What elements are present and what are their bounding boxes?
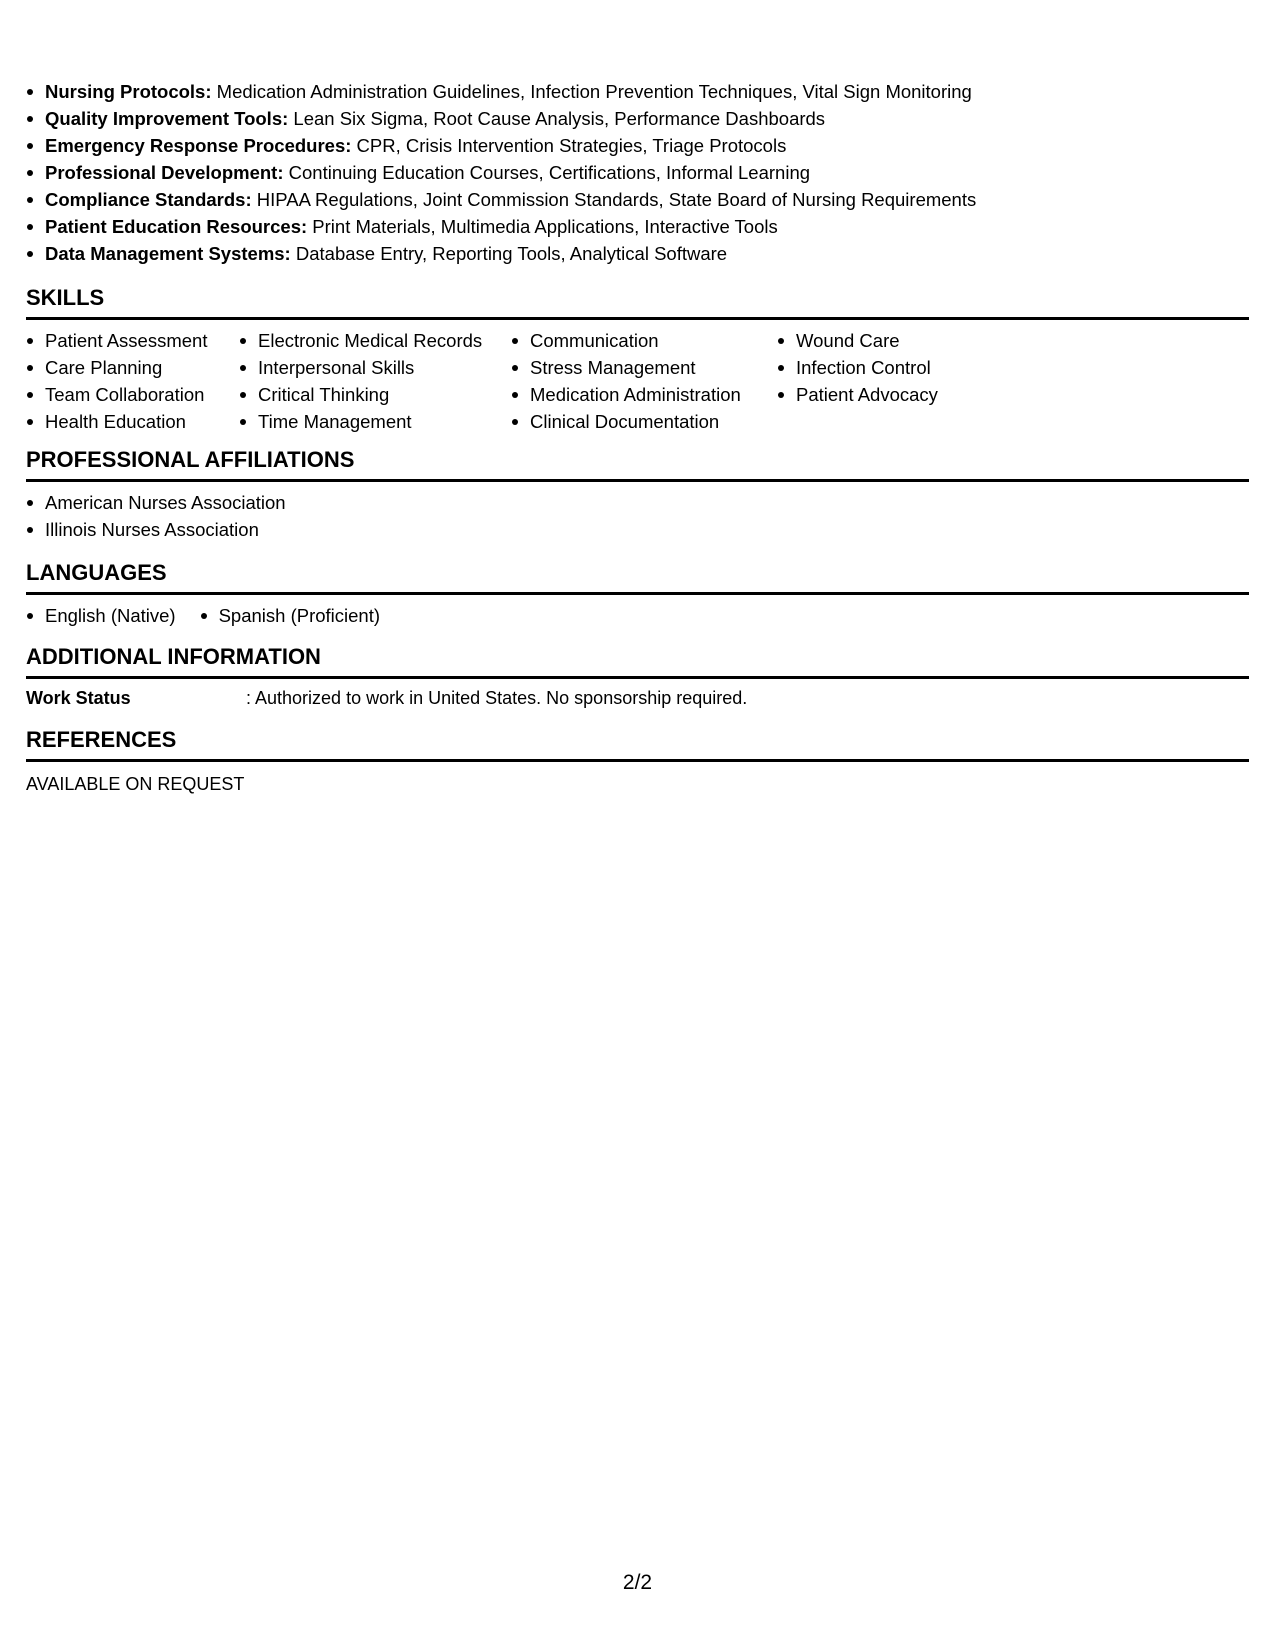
skills-section <box>26 284 1249 435</box>
tool-category-value: HIPAA Regulations, Joint Commission Standards, State Board of Nursing Requirements <box>251 189 977 210</box>
tools-list <box>26 78 1249 267</box>
section-heading-languages: LANGUAGES <box>26 559 1249 595</box>
additional-info-section <box>26 643 1249 711</box>
affiliations-section <box>26 446 1249 543</box>
skill-item: Electronic Medical Records <box>239 327 511 354</box>
skills-column <box>777 327 1027 435</box>
work-status-label: Work Status <box>26 688 131 708</box>
tool-category-label: Data Management Systems: <box>45 243 291 264</box>
section-heading-additional-info: ADDITIONAL INFORMATION <box>26 643 1249 679</box>
tool-category-value: Continuing Education Courses, Certifications, Informal Learning <box>283 162 811 183</box>
language-item: English (Native) <box>26 602 176 629</box>
affiliation-item: Illinois Nurses Association <box>26 516 1249 543</box>
tool-category-label: Nursing Protocols: <box>45 81 212 102</box>
language-item: Spanish (Proficient) <box>200 602 380 629</box>
resume-page <box>26 78 1249 797</box>
tool-category-label: Professional Development: <box>45 162 284 183</box>
skills-column <box>26 327 239 435</box>
affiliations-list <box>26 482 1249 543</box>
skill-item: Clinical Documentation <box>511 408 777 435</box>
tool-category-label: Compliance Standards: <box>45 189 252 210</box>
affiliation-item: American Nurses Association <box>26 489 1249 516</box>
list-item <box>26 213 1249 240</box>
languages-list <box>26 595 1249 629</box>
languages-section <box>26 559 1249 629</box>
skill-item: Communication <box>511 327 777 354</box>
skills-column <box>239 327 511 435</box>
references-text: AVAILABLE ON REQUEST <box>26 774 245 794</box>
section-heading-skills: SKILLS <box>26 284 1249 320</box>
list-item <box>26 159 1249 186</box>
tool-category-value: Database Entry, Reporting Tools, Analytical Software <box>290 243 728 264</box>
skill-item: Patient Advocacy <box>777 381 1027 408</box>
skill-item: Infection Control <box>777 354 1027 381</box>
page-number: 2/2 <box>622 1571 653 1594</box>
skill-item: Health Education <box>26 408 239 435</box>
skill-item: Time Management <box>239 408 511 435</box>
references-section <box>26 726 1249 797</box>
skill-item: Patient Assessment <box>26 327 239 354</box>
tool-category-value: Lean Six Sigma, Root Cause Analysis, Performance Dashboards <box>288 108 826 129</box>
tool-category-value: Medication Administration Guidelines, Infection Prevention Techniques, Vital Sign Monitoring <box>211 81 972 102</box>
list-item <box>26 132 1249 159</box>
skill-item: Critical Thinking <box>239 381 511 408</box>
skill-item: Medication Administration <box>511 381 777 408</box>
skill-item: Care Planning <box>26 354 239 381</box>
skills-grid <box>26 320 1249 435</box>
work-status-value: : Authorized to work in United States. No sponsorship required. <box>246 688 748 708</box>
section-heading-affiliations: PROFESSIONAL AFFILIATIONS <box>26 446 1249 482</box>
tool-category-label: Quality Improvement Tools: <box>45 108 289 129</box>
list-item <box>26 105 1249 132</box>
skill-item: Team Collaboration <box>26 381 239 408</box>
section-heading-references: REFERENCES <box>26 726 1249 762</box>
tool-category-label: Patient Education Resources: <box>45 216 308 237</box>
skill-item: Interpersonal Skills <box>239 354 511 381</box>
tool-category-value: Print Materials, Multimedia Applications, Interactive Tools <box>307 216 778 237</box>
skills-column <box>511 327 777 435</box>
list-item <box>26 78 1249 105</box>
tool-category-label: Emergency Response Procedures: <box>45 135 352 156</box>
skill-item: Stress Management <box>511 354 777 381</box>
work-status-row <box>26 679 1249 711</box>
skill-item: Wound Care <box>777 327 1027 354</box>
tool-category-value: CPR, Crisis Intervention Strategies, Triage Protocols <box>351 135 787 156</box>
list-item <box>26 240 1249 267</box>
list-item <box>26 186 1249 213</box>
